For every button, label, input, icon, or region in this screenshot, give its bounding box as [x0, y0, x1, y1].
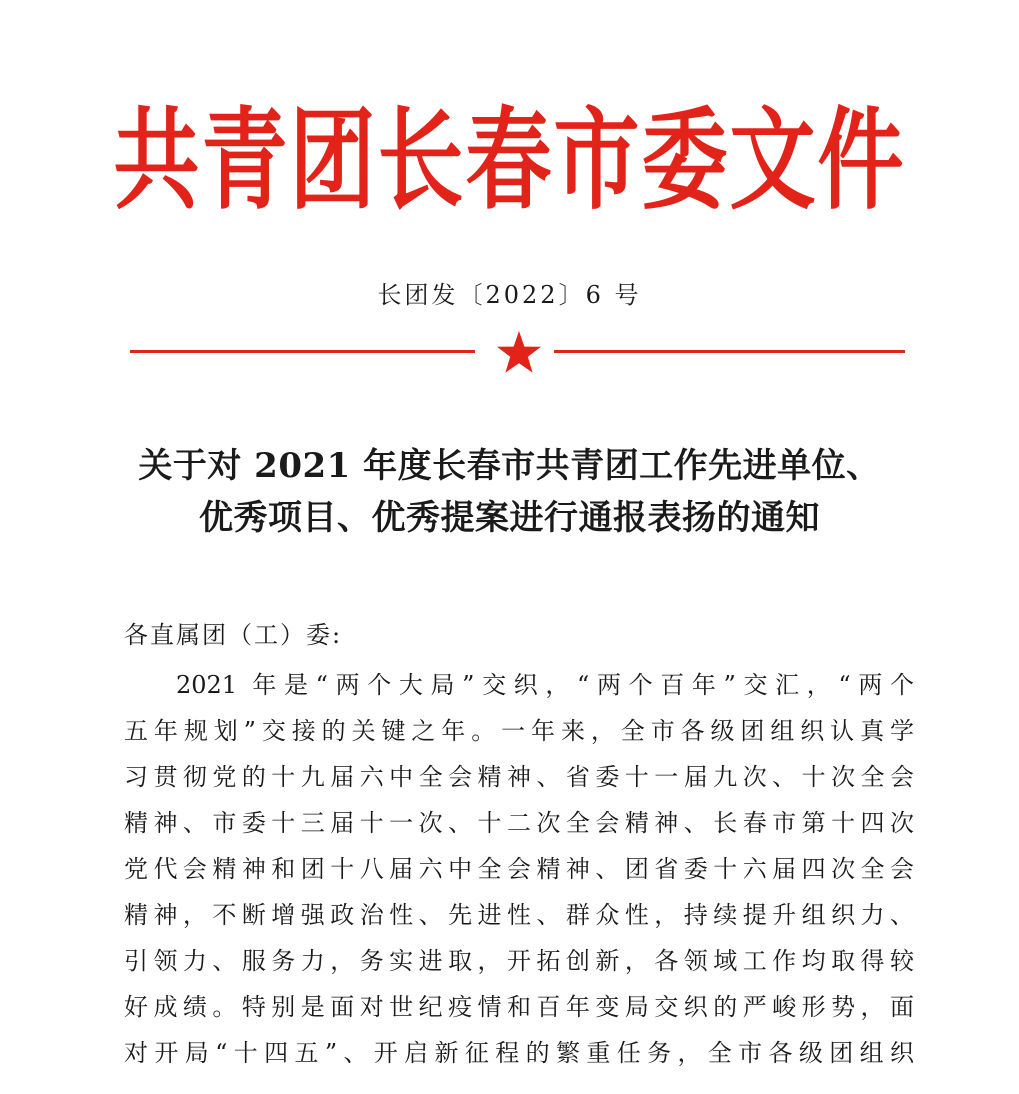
notice-title-line: 关于对 2021 年度长春市共青团工作先进单位、 — [138, 446, 881, 486]
notice-title-line: 优秀项目、优秀提案进行通报表扬的通知 — [199, 498, 820, 538]
divider-line-left — [130, 350, 475, 353]
body-line: 党代会精神和团十八届六中全会精神、团省委十六届四次全会 — [124, 855, 914, 883]
divider-line-right — [554, 350, 905, 353]
star-icon — [496, 330, 542, 374]
notice-title — [100, 440, 919, 544]
masthead-title: 共青团长春市委文件 — [113, 96, 906, 226]
body-line: 好成绩。特别是面对世纪疫情和百年变局交织的严峻形势，面 — [124, 993, 914, 1021]
body-line: 精神，不断增强政治性、先进性、群众性，持续提升组织力、 — [124, 901, 914, 929]
body-line: 引领力、服务力，务实进取，开拓创新，各领域工作均取得较 — [124, 947, 914, 975]
body-line: 对开局“十四五”、开启新征程的繁重任务，全市各级团组织 — [124, 1039, 914, 1067]
salutation: 各直属团（工）委: — [124, 621, 343, 649]
body-line: 精神、市委十三届十一次、十二次全会精神、长春市第十四次 — [124, 809, 914, 837]
red-divider — [130, 330, 905, 374]
body-line: 2021 年是“两个大局”交织，“两个百年”交汇，“两个 — [176, 671, 914, 699]
body-line: 五年规划”交接的关键之年。一年来，全市各级团组织认真学 — [124, 717, 914, 745]
body-line: 习贯彻党的十九届六中全会精神、省委十一届九次、十次全会 — [124, 763, 914, 791]
body-paragraph — [124, 662, 914, 1076]
document-number: 长团发〔2022〕6 号 — [377, 281, 642, 309]
